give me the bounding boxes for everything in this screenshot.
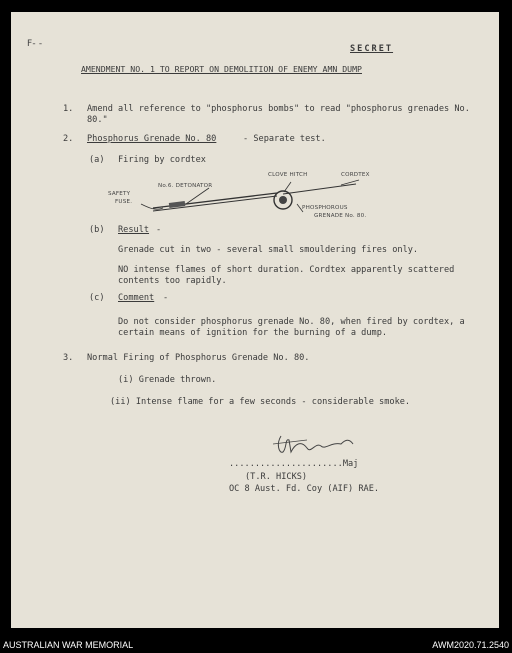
item-1-number: 1. <box>63 104 74 114</box>
sketch-grenade-label-1: PHOSPHOROUS <box>302 205 348 211</box>
item-3-text: Normal Firing of Phosphorus Grenade No. 80. <box>87 353 310 363</box>
item-3-i: (i) Grenade thrown. <box>118 375 217 385</box>
margin-marks: F- - <box>27 39 43 49</box>
item-a-label: (a) <box>89 155 105 165</box>
sketch-clove-hitch-label: CLOVE HITCH <box>268 172 308 178</box>
item-c-text: Do not consider phosphorus grenade No. 80, when fired by cordtex, a certain means of ignition for the burning of a dump. <box>118 317 465 338</box>
item-2-heading: Phosphorus Grenade No. 80 <box>87 134 217 144</box>
item-2-suffix: - Separate test. <box>243 134 326 144</box>
sketch-safety-label: SAFETY <box>108 191 131 197</box>
sketch-fuse-label: FUSE. <box>115 199 133 205</box>
document-page <box>11 12 499 628</box>
footer-right: AWM2020.71.2540 <box>432 640 509 650</box>
item-3-ii: (ii) Intense flame for a few seconds - considerable smoke. <box>110 397 411 407</box>
item-2-number: 2. <box>63 134 74 144</box>
item-b-heading: Result <box>118 225 150 235</box>
item-c-heading: Comment <box>118 293 155 303</box>
item-1-text: Amend all reference to "phosphorus bombs" to read "phosphorus grenades No. 80." <box>87 104 470 125</box>
item-c-label: (c) <box>89 293 105 303</box>
signature-line: ......................Maj <box>229 459 359 469</box>
sketch-cordtex-label: CORDTEX <box>341 172 370 178</box>
signature <box>11 12 499 628</box>
signature-unit: OC 8 Aust. Fd. Coy (AIF) RAE. <box>229 484 380 494</box>
item-b-text-2: NO intense flames of short duration. Cordtex apparently scattered contents too rapidly. <box>118 265 455 286</box>
item-b-dash: - <box>156 225 162 235</box>
item-c-dash: - <box>163 293 169 303</box>
footer-left: AUSTRALIAN WAR MEMORIAL <box>3 640 134 650</box>
document-title: AMENDMENT NO. 1 TO REPORT ON DEMOLITION OF ENEMY AMN DUMP <box>81 64 362 74</box>
signature-name: (T.R. HICKS) <box>245 472 308 482</box>
sketch-detonator-label: No.6. DETONATOR <box>158 183 213 189</box>
item-b-text-1: Grenade cut in two - several small smouldering fires only. <box>118 245 419 255</box>
item-a-text: Firing by cordtex <box>118 155 206 165</box>
item-b-label: (b) <box>89 225 105 235</box>
classification-label: SECRET <box>350 44 394 54</box>
sketch-grenade-label-2: GRENADE No. 80. <box>314 213 367 219</box>
item-3-number: 3. <box>63 353 74 363</box>
